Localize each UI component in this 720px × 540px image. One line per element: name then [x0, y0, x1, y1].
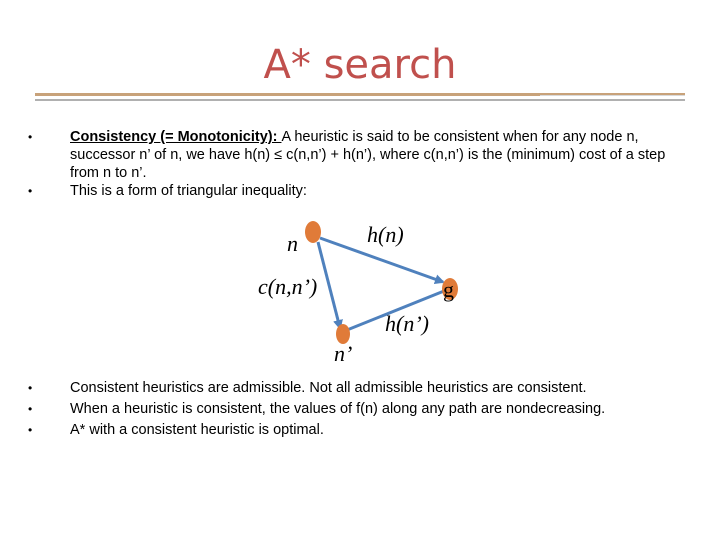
triangular-text: This is a form of triangular inequality: — [70, 183, 307, 199]
bullet-list-bottom — [28, 379, 698, 439]
bullet-marker: • — [28, 130, 33, 144]
label-g: g — [443, 277, 454, 302]
bullet-marker: • — [28, 184, 33, 198]
consistency-text: A heuristic is said to be consistent when for any node n, successor n’ of n, we have h(n) ≤ c(n,n’) + h(n’), where c(n,n’) is the (minimum) cost of a step from n to n’. — [70, 129, 666, 181]
slide-title: A* search — [263, 42, 457, 88]
admissible-text: Consistent heuristics are admissible. Not all admissible heuristics are consistent. — [70, 380, 587, 396]
node-n — [305, 221, 321, 243]
nondecreasing-text: When a heuristic is consistent, the values of f(n) along any path are nondecreasing. — [70, 401, 606, 417]
consistency-heading: Consistency (= Monotonicity): — [70, 129, 282, 145]
bullet-marker: • — [28, 423, 33, 437]
label-hn: h(n) — [367, 222, 404, 247]
edge-n-to-n2 — [318, 242, 340, 328]
label-hn2: h(n’) — [385, 311, 429, 336]
label-n2: n’ — [334, 341, 353, 366]
bullet-marker: • — [28, 381, 33, 395]
bullet-item-nondecreasing — [28, 400, 698, 418]
optimal-text: A* with a consistent heuristic is optimal. — [70, 422, 324, 438]
bullet-item-admissible — [28, 379, 698, 397]
bullet-marker: • — [28, 402, 33, 416]
label-cnn: c(n,n’) — [258, 274, 318, 299]
label-n: n — [287, 231, 298, 256]
bullet-item-optimal — [28, 421, 698, 439]
